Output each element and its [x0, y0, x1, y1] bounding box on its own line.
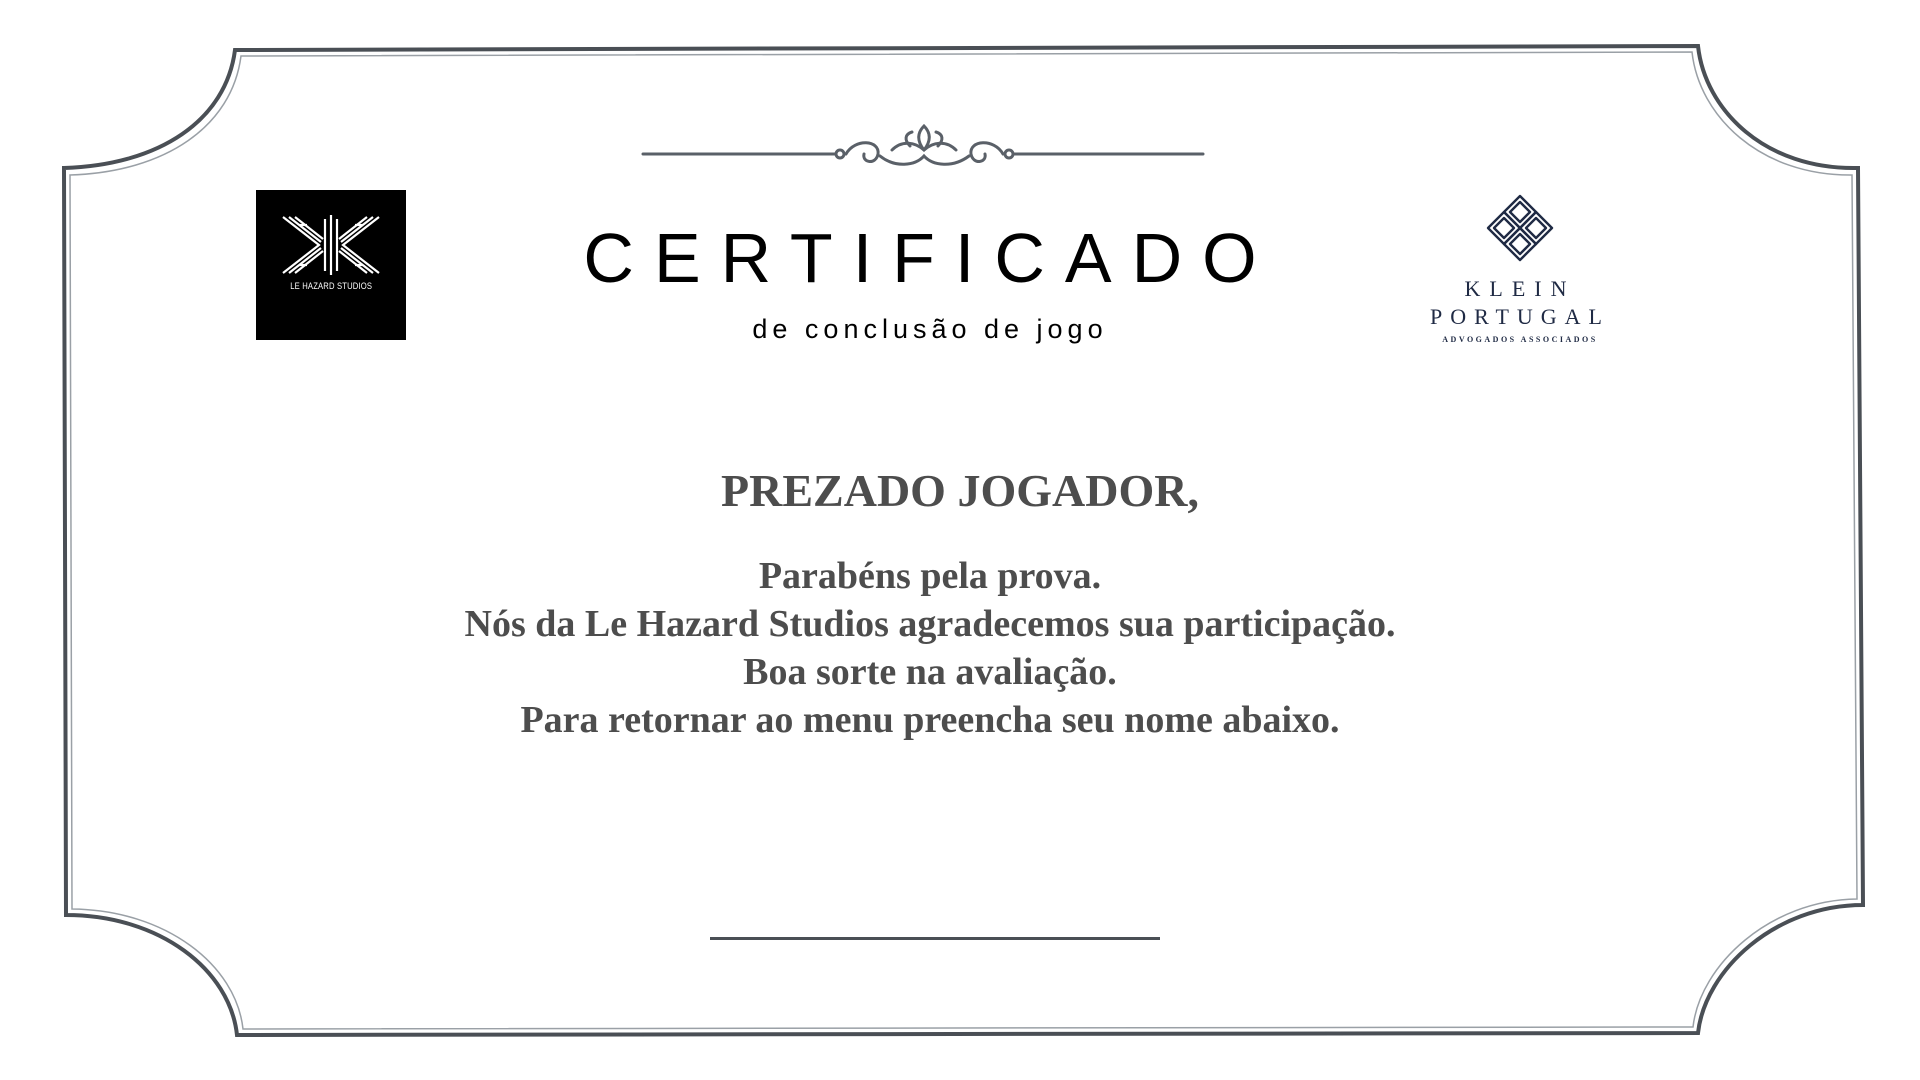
body-line: Para retornar ao menu preencha seu nome abaixo. — [520, 699, 1340, 741]
greeting-heading: PREZADO JOGADOR, — [721, 465, 1199, 516]
certificate-subtitle: de conclusão de jogo — [752, 314, 1108, 344]
certificate-body — [260, 552, 1600, 744]
name-signature-line[interactable] — [710, 937, 1160, 940]
klein-portugal-logo — [1395, 190, 1645, 344]
klein-logo-line2: PORTUGAL — [1429, 304, 1610, 329]
body-line: Nós da Le Hazard Studios agradecemos sua participação. — [464, 603, 1396, 645]
klein-logo-line1: KLEIN — [1464, 276, 1576, 301]
le-hazard-studios-caption: LE HAZARD STUDIOS — [290, 281, 372, 291]
body-line: Parabéns pela prova. — [758, 555, 1102, 597]
body-line: Boa sorte na avaliação. — [743, 651, 1117, 693]
le-hazard-studios-logo-icon — [279, 215, 383, 275]
le-hazard-studios-logo — [256, 190, 406, 340]
klein-logo-line3: ADVOGADOS ASSOCIADOS — [1442, 335, 1598, 344]
certificate-title: CERTIFICADO — [583, 219, 1277, 297]
klein-portugal-knot-icon — [1482, 190, 1558, 266]
